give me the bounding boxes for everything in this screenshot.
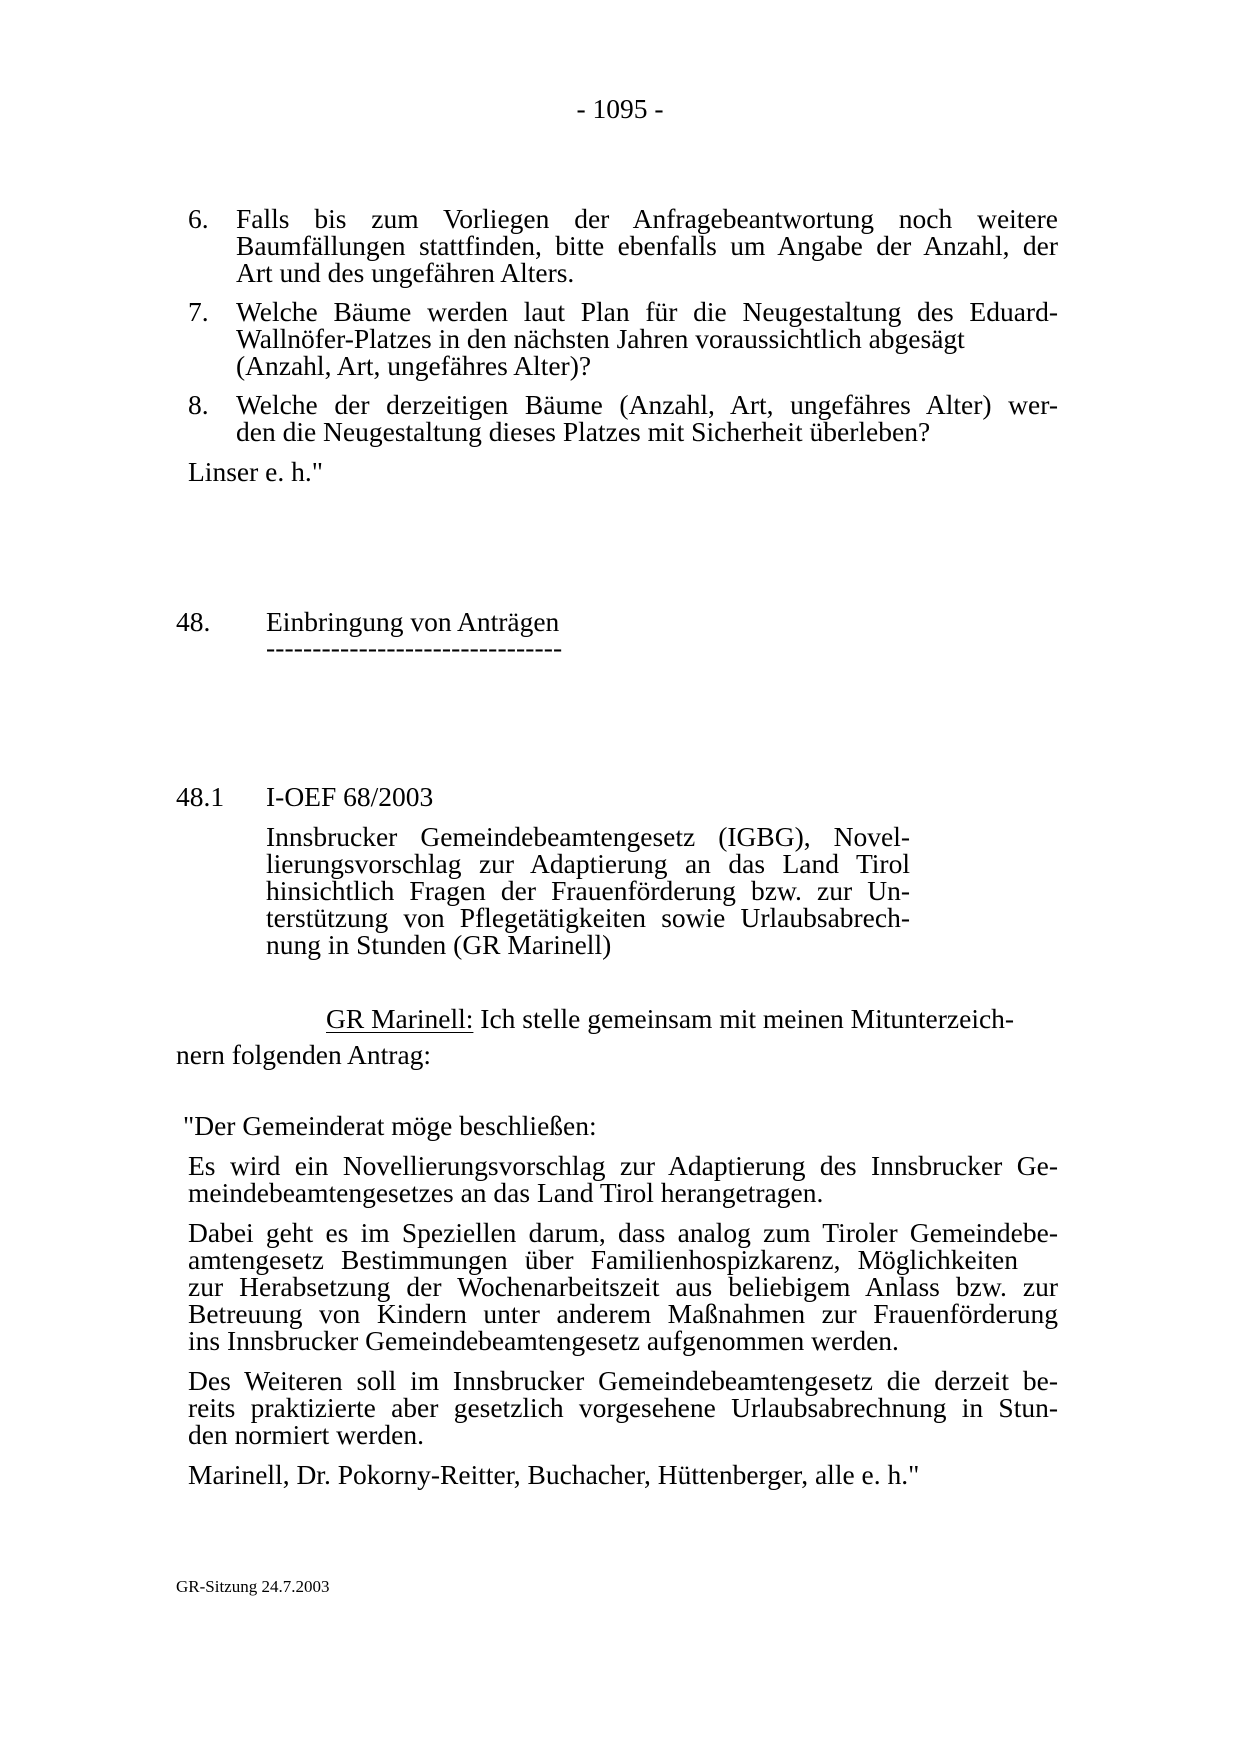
motion-line: den normiert werden. xyxy=(188,1419,424,1450)
motion-line: Es wird ein Novellierungsvorschlag zur Adaptierung des Innsbrucker Ge- xyxy=(188,1150,1058,1181)
subsection-description-line: hinsichtlich Fragen der Frauenförderung bzw. zur Un- xyxy=(266,875,910,906)
question-line: Falls bis zum Vorliegen der Anfragebeantwortung noch weitere xyxy=(236,203,1058,234)
subsection-number: 48.1 xyxy=(176,781,225,812)
motion-line: zur Herabsetzung der Wochenarbeitszeit aus beliebigem Anlass bzw. zur xyxy=(188,1271,1058,1302)
motion-line: Betreuung von Kindern unter anderem Maßnahmen zur Frauenförderung xyxy=(188,1298,1058,1329)
question-number: 8. xyxy=(188,389,209,420)
subsection-description-line: nung in Stunden (GR Marinell) xyxy=(266,929,612,960)
section-rule: -------------------------------- xyxy=(266,632,563,663)
motion-line: Dabei geht es im Speziellen darum, dass analog zum Tiroler Gemeindebe- xyxy=(188,1217,1058,1248)
speech-text: Ich stelle gemeinsam mit meinen Mitunterzeich- xyxy=(473,1003,1015,1034)
motion-line: Des Weiteren soll im Innsbrucker Gemeindebeamtengesetz die derzeit be- xyxy=(188,1365,1058,1396)
question-line: Welche der derzeitigen Bäume (Anzahl, Art, ungefähres Alter) wer- xyxy=(236,389,1058,420)
question-number: 6. xyxy=(188,203,209,234)
subsection-description-line: lierungsvorschlag zur Adaptierung an das Land Tirol xyxy=(266,848,910,879)
motion-line: ins Innsbrucker Gemeindebeamtengesetz aufgenommen werden. xyxy=(188,1325,899,1356)
speaker-name: GR Marinell: xyxy=(326,1003,474,1034)
speech-line xyxy=(326,1005,1014,1032)
question-line: Welche Bäume werden laut Plan für die Neugestaltung des Eduard- xyxy=(236,296,1058,327)
question-line: Art und des ungefähren Alters. xyxy=(236,257,575,288)
section-title: Einbringung von Anträgen xyxy=(266,606,560,637)
question-line: den die Neugestaltung dieses Platzes mit Sicherheit überleben? xyxy=(236,416,931,447)
signature: Linser e. h." xyxy=(188,456,323,487)
question-line: Wallnöfer-Platzes in den nächsten Jahren voraussichtlich abgesägt xyxy=(236,323,965,354)
section-number: 48. xyxy=(176,606,211,637)
motion-intro: "Der Gemeinderat möge beschließen: xyxy=(183,1110,597,1141)
question-number: 7. xyxy=(188,296,209,327)
question-line: (Anzahl, Art, ungefähres Alter)? xyxy=(236,350,592,381)
footer: GR-Sitzung 24.7.2003 xyxy=(176,1577,330,1596)
subsection-description-line: Innsbrucker Gemeindebeamtengesetz (IGBG), Novel- xyxy=(266,821,910,852)
question-line: Baumfällungen stattfinden, bitte ebenfalls um Angabe der Anzahl, der xyxy=(236,230,1058,261)
motion-line: reits praktizierte aber gesetzlich vorgesehene Urlaubsabrechnung in Stun- xyxy=(188,1392,1058,1423)
motion-line: amtengesetz Bestimmungen über Familienhospizkarenz, Möglichkeiten xyxy=(188,1244,1018,1275)
motion-signatures: Marinell, Dr. Pokorny-Reitter, Buchacher, Hüttenberger, alle e. h." xyxy=(188,1459,920,1490)
motion-line: meindebeamtengesetzes an das Land Tirol herangetragen. xyxy=(188,1177,824,1208)
page-number: - 1095 - xyxy=(576,93,664,124)
speech-line: nern folgenden Antrag: xyxy=(176,1039,432,1070)
subsection-description-line: terstützung von Pflegetätigkeiten sowie Urlaubsabrech- xyxy=(266,902,910,933)
subsection-ref: I-OEF 68/2003 xyxy=(266,781,434,812)
